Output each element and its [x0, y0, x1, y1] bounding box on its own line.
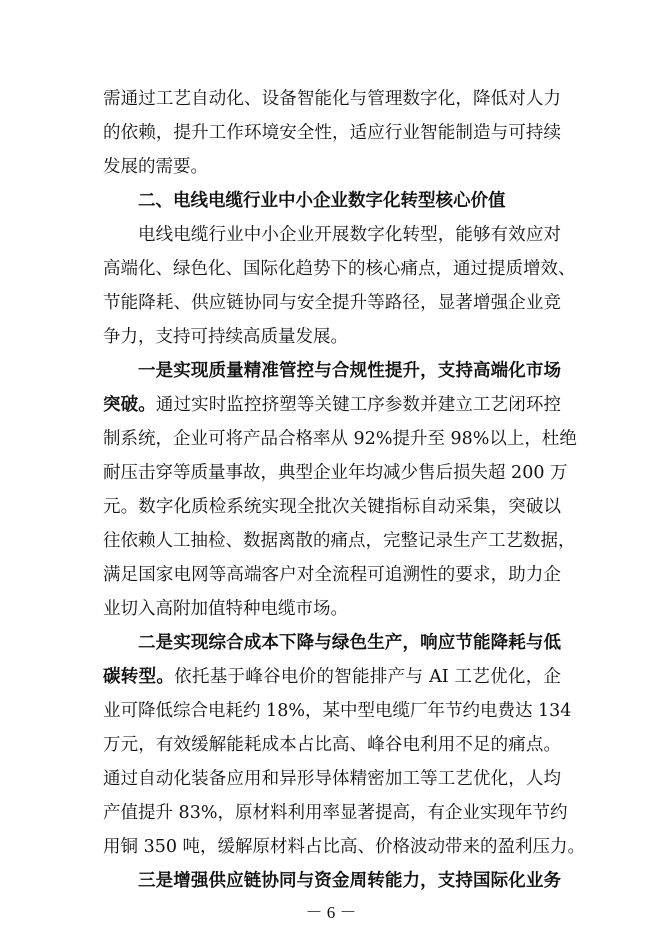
point-two-line-6: 产值提升 83%，原材料利用率显著提高，有企业实现年节约: [103, 803, 568, 823]
point-one-line-2-text: 通过实时监控挤塑等关键工序参数并建立工艺闭环控: [155, 395, 562, 415]
section-intro-line-1: 电线电缆行业中小企业开展数字化转型，能够有效应对: [138, 225, 561, 245]
point-one-line-2: [103, 393, 561, 417]
point-two-title: 二是实现综合成本下降与绿色生产，响应节能降耗与低: [138, 633, 561, 653]
intro-line-1: 需通过工艺自动化、设备智能化与管理数字化，降低对人力: [103, 89, 561, 109]
point-one-line-5: 元。数字化质检系统实现全批次关键指标自动采集，突破以: [103, 497, 561, 517]
point-two-line-2-text: 依托基于峰谷电价的智能排产与 AI 工艺优化，企: [174, 667, 561, 687]
intro-line-2: 的依赖，提升工作环境安全性，适应行业智能制造与可持续: [103, 123, 561, 143]
point-one-line-7: 满足国家电网等高端客户对全流程可追溯性的要求，助力企: [103, 565, 561, 585]
section-intro-line-4: 争力，支持可持续高质量发展。: [103, 327, 348, 347]
point-one-line-4: 耐压击穿等质量事故，典型企业年均减少售后损失超 200 万: [103, 463, 568, 483]
point-one-title: 一是实现质量精准管控与合规性提升，支持高端化市场: [138, 361, 561, 381]
point-two-line-7: 用铜 350 吨，缓解原材料占比高、价格波动带来的盈利压力。: [103, 837, 586, 857]
section-intro-line-3: 节能降耗、供应链协同与安全提升等路径，显著增强企业竞: [103, 293, 561, 313]
page-number: － 6 －: [305, 903, 357, 922]
section-heading: 二、电线电缆行业中小企业数字化转型核心价值: [138, 191, 506, 211]
point-one-line-8: 业切入高附加值特种电缆市场。: [103, 599, 348, 619]
intro-line-3: 发展的需要。: [103, 157, 208, 177]
point-one-title-end: 突破。: [103, 395, 156, 415]
point-one-line-3: 制系统，企业可将产品合格率从 92%提升至 98%以上，杜绝: [103, 429, 577, 449]
point-two-line-5: 通过自动化装备应用和异形导体精密加工等工艺优化，人均: [103, 769, 561, 789]
point-two-line-2: [103, 665, 561, 689]
section-intro-line-2: 高端化、绿色化、国际化趋势下的核心痛点，通过提质增效、: [103, 259, 576, 279]
point-two-title-end: 碳转型。: [103, 667, 175, 687]
point-one-line-6: 往依赖人工抽检、数据离散的痛点，完整记录生产工艺数据，: [103, 531, 576, 551]
point-three-title: 三是增强供应链协同与资金周转能力，支持国际化业务: [138, 871, 561, 891]
point-two-line-3: 业可降低综合电耗约 18%，某中型电缆厂年节约电费达 134: [103, 701, 572, 721]
point-two-line-4: 万元，有效缓解能耗成本占比高、峰谷电利用不足的痛点。: [103, 735, 561, 755]
